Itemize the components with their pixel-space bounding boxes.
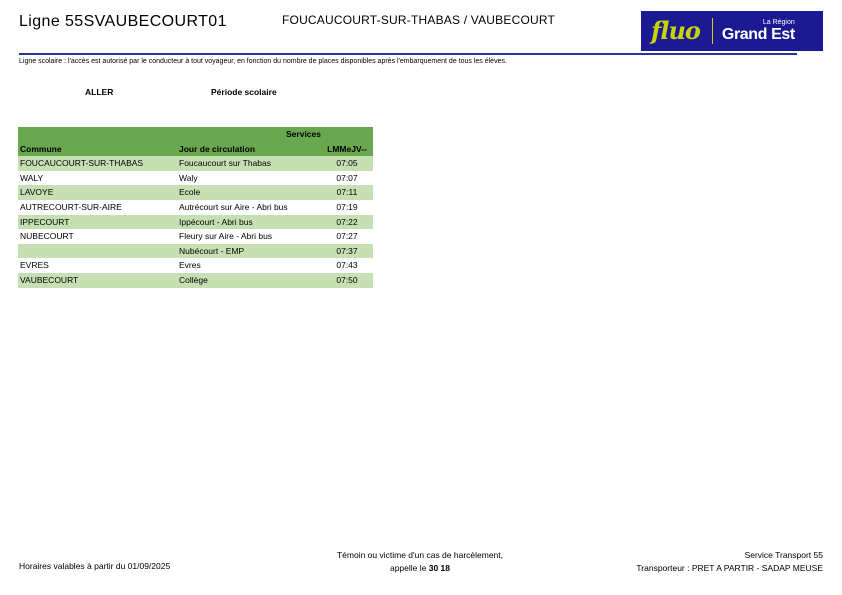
commune-cell: WALY [20,172,44,183]
timetable-body [18,156,373,287]
timetable-row [18,258,373,273]
stop-cell: Foucaucourt sur Thabas [179,158,271,169]
stop-cell: Autrécourt sur Aire - Abri bus [179,201,288,212]
time-cell: 07:05 [336,158,358,169]
line-title: Ligne 55SVAUBECOURT01 [19,13,227,30]
time-cell: 07:07 [336,172,358,183]
stop-cell: Ippécourt - Abri bus [179,216,253,227]
school-line-notice: Ligne scolaire : l'accès est autorisé par le conducteur à tout voyageur, en fonction du nombre de places disponibles après l'embarquement de tous les élèves. [19,58,507,65]
harassment-call-line [300,562,540,575]
timetable-row [18,215,373,230]
timetable-row [18,200,373,215]
stop-cell: Waly [179,172,198,183]
timetable-row [18,171,373,186]
time-cell: 07:27 [336,231,358,242]
period-label: Période scolaire [211,87,277,97]
column-header-stop: Jour de circulation [179,143,256,154]
time-cell: 07:11 [336,187,358,198]
fluo-logo-text: fluo [651,16,700,45]
time-cell: 07:19 [336,201,358,212]
region-logo-text [722,19,795,43]
stop-cell: Evres [179,260,201,271]
column-header-commune: Commune [20,143,62,154]
region-big-text: Grand Est [721,26,795,43]
header-rule [19,53,797,55]
service-name: Service Transport 55 [744,550,823,560]
stop-cell: Ecole [179,187,201,198]
stop-cell: Nubécourt - EMP [179,245,245,256]
timetable-row [18,229,373,244]
timetable [18,127,373,288]
direction-label: ALLER [85,87,114,97]
commune-cell: NUBECOURT [20,231,74,242]
harassment-notice [300,549,540,575]
commune-cell: AUTRECOURT-SUR-AIRE [20,201,122,212]
harassment-line: Témoin ou victime d'un cas de harcèlement, [336,550,504,560]
harassment-call-prefix: appelle le [389,563,427,573]
validity-date: Horaires valables à partir du 01/09/2025 [19,561,171,571]
time-cell: 07:43 [336,260,358,271]
timetable-row [18,244,373,259]
timetable-row [18,156,373,171]
column-header-days: LMMeJV-- [327,143,367,154]
commune-cell: FOUCAUCOURT-SUR-THABAS [20,158,144,169]
time-cell: 07:22 [336,216,358,227]
time-cell: 07:37 [336,245,358,256]
stop-cell: Fleury sur Aire - Abri bus [179,231,273,242]
timetable-row [18,185,373,200]
region-small-text: La Région [762,19,795,26]
fluo-grand-est-logo [641,11,823,51]
harassment-phone-number: 30 18 [428,563,451,573]
services-header-row [18,127,373,142]
logo-separator [712,18,713,44]
commune-cell: IPPECOURT [20,216,70,227]
commune-cell [18,244,177,259]
service-info [636,549,823,575]
commune-cell: LAVOYE [20,187,54,198]
commune-cell: EVRES [20,260,49,271]
stop-cell: Collège [179,274,208,285]
timetable-row [18,273,373,288]
carrier-name: Transporteur : PRET A PARTIR - SADAP MEUSE [636,563,823,573]
column-header-row [18,142,373,157]
time-cell: 07:50 [336,274,358,285]
commune-cell: VAUBECOURT [20,274,79,285]
route-title: FOUCAUCOURT-SUR-THABAS / VAUBECOURT [282,13,556,27]
services-header: Services [286,129,321,139]
